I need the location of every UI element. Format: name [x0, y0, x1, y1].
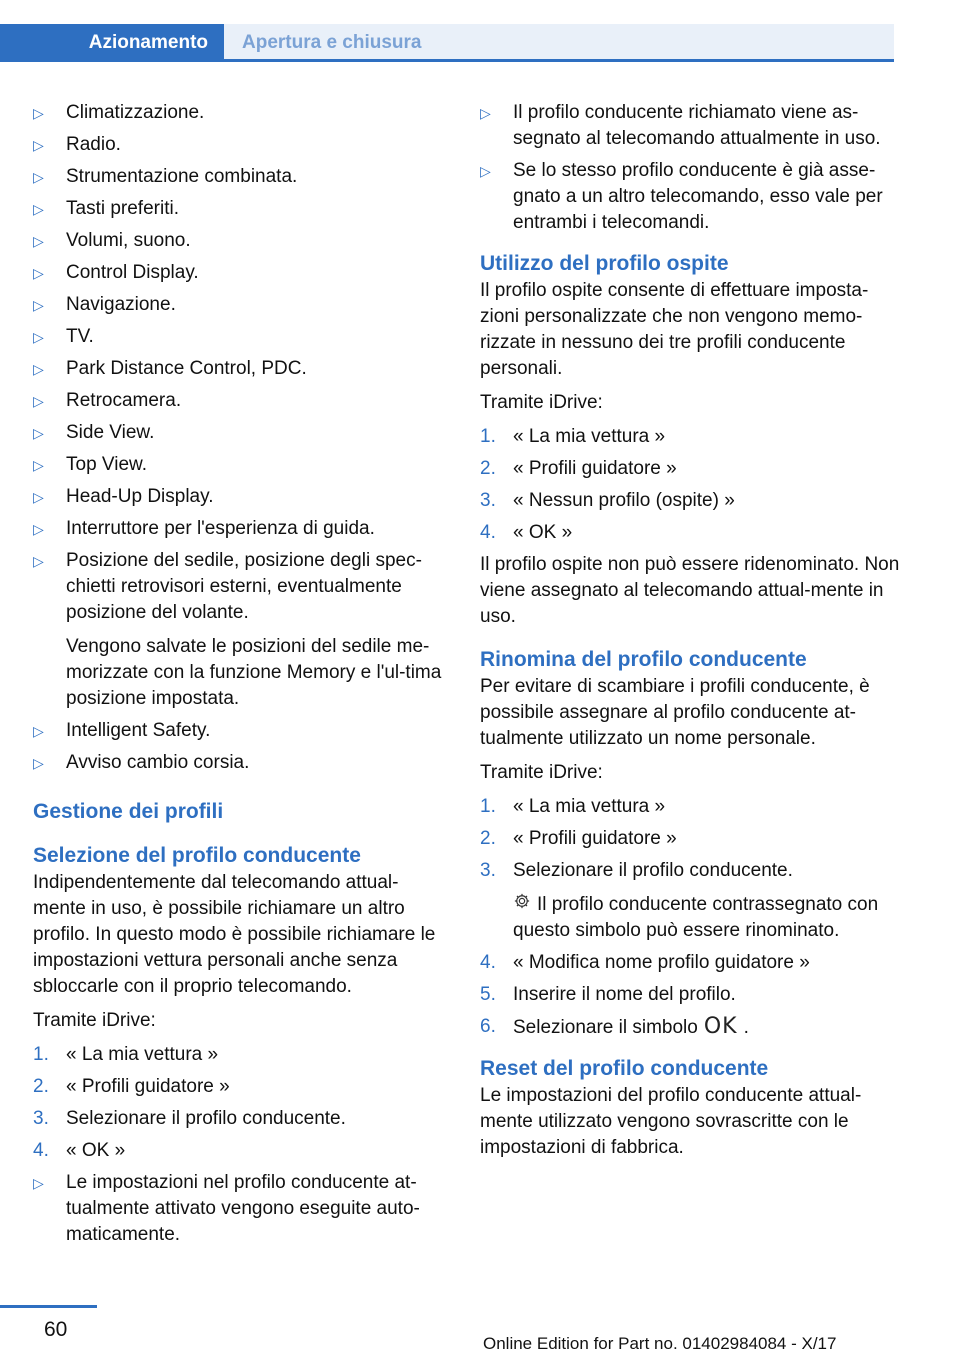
step-number: 6.: [480, 1016, 496, 1038]
bullet-triangle-icon: ▷: [33, 755, 44, 771]
list-item: 1. « La mia vettura »: [480, 424, 900, 450]
bullet-triangle-icon: ▷: [33, 393, 44, 409]
page-header: [0, 0, 894, 62]
bullet-triangle-icon: ▷: [33, 553, 44, 569]
list-item: ▷ Il profilo conducente richiamato viene as-segnato al telecomando attualmente in uso.: [480, 102, 881, 149]
list-item: 1. « La mia vettura »: [33, 1042, 445, 1068]
list-item: 4. « OK »: [33, 1138, 445, 1164]
list-item: ▷ Control Display.: [33, 260, 445, 286]
heading-rinomina-profilo: Rinomina del profilo conducente: [480, 648, 807, 671]
tramite-idrive-label: Tramite iDrive:: [480, 392, 603, 413]
list-item: 4. « OK »: [480, 520, 900, 546]
tramite-idrive-label: Tramite iDrive:: [480, 762, 603, 783]
tramite-idrive-label: Tramite iDrive:: [33, 1010, 156, 1031]
steps-list: [480, 794, 900, 1041]
bullet-triangle-icon: ▷: [33, 233, 44, 249]
paragraph-ospite: Il profilo ospite consente di effettuare imposta-zioni personalizzate che non vengono memo-rizzate in nessuno dei tre profili conducente personali.: [480, 280, 869, 379]
step-number: 3.: [480, 490, 496, 511]
list-item: ▷ Tasti preferiti.: [33, 196, 445, 222]
list-item: ▷ Climatizzazione.: [33, 100, 445, 126]
paragraph-selezione: Indipendentemente dal telecomando attual-mente in uso, è possibile richiamare un altro profilo. In questo modo è possibile richiamare le impostazioni vettura personali anche senza sbloccarle con il proprio telecomando.: [33, 872, 436, 997]
footer-line: [0, 1305, 97, 1308]
bullet-triangle-icon: ▷: [480, 163, 491, 179]
bullet-triangle-icon: ▷: [33, 457, 44, 473]
paragraph-reset: Le impostazioni del profilo conducente attual-mente utilizzato vengono sovrascritte con le impostazioni di fabbrica.: [480, 1085, 862, 1159]
step-number: 1.: [33, 1044, 49, 1065]
bullet-triangle-icon: ▷: [33, 105, 44, 121]
list-item: 2. « Profili guidatore »: [480, 826, 900, 852]
edition-text: Online Edition for Part no. 01402984084 - X/17: [483, 1334, 837, 1353]
list-item: 2. « Profili guidatore »: [480, 456, 900, 482]
ok-symbol-icon: OK: [703, 1014, 738, 1040]
list-item: ▷ Strumentazione combinata.: [33, 164, 445, 190]
list-item: 4. « Modifica nome profilo guidatore »: [480, 950, 900, 976]
list-item: 3. Selezionare il profilo conducente.: [33, 1106, 445, 1132]
steps-list: [33, 1042, 445, 1164]
step-number: 4.: [33, 1140, 49, 1161]
list-item: ▷ Posizione del sedile, posizione degli spec-chietti retrovisori esterni, eventualmente posizione del volante. Vengono salvate le posizioni del sedile me-morizzate con la funzione Memory e l'ul-tima posizione impostata.: [33, 548, 445, 712]
list-item: ▷ Le impostazioni nel profilo conducente at-tualmente attivato vengono eseguite auto-maticamente.: [33, 1172, 420, 1245]
right-column: [480, 100, 900, 1161]
gear-icon: [513, 892, 531, 918]
list-item: ▷ Interruttore per l'esperienza di guida.: [33, 516, 445, 542]
list-item: ▷ Side View.: [33, 420, 445, 446]
bullet-triangle-icon: ▷: [33, 425, 44, 441]
bullet-triangle-icon: ▷: [33, 723, 44, 739]
tab-azionamento: Azionamento: [0, 24, 224, 62]
list-item: 3. « Nessun profilo (ospite) »: [480, 488, 900, 514]
list-item: 3. Selezionare il profilo conducente. Il profilo conducente contrassegnato con questo simbolo può essere rinominato.: [480, 858, 900, 944]
bullet-triangle-icon: ▷: [33, 297, 44, 313]
list-item: 1. « La mia vettura »: [480, 794, 900, 820]
tab-apertura-chiusura: Apertura e chiusura: [224, 24, 894, 62]
list-item: ▷ Navigazione.: [33, 292, 445, 318]
bullet-triangle-icon: ▷: [33, 137, 44, 153]
list-item-note: Vengono salvate le posizioni del sedile me-morizzate con la funzione Memory e l'ul-tima posizione impostata.: [66, 636, 442, 709]
step-number: 3.: [480, 860, 496, 881]
step-number: 1.: [480, 426, 496, 447]
steps-list: [480, 424, 900, 546]
bullet-triangle-icon: ▷: [33, 1175, 44, 1191]
list-item: ▷ Se lo stesso profilo conducente è già asse-gnato a un altro telecomando, esso vale per entrambi i telecomandi.: [480, 160, 883, 233]
bullet-triangle-icon: ▷: [33, 329, 44, 345]
list-item: ▷ Avviso cambio corsia.: [33, 750, 445, 776]
step-number: 1.: [480, 796, 496, 817]
list-item: 2. « Profili guidatore »: [33, 1074, 445, 1100]
heading-selezione-profilo: Selezione del profilo conducente: [33, 844, 361, 867]
step-number: 4.: [480, 522, 496, 543]
page-number: 60: [44, 1318, 68, 1341]
paragraph-ospite-note: Il profilo ospite non può essere ridenominato. Non viene assegnato al telecomando attual-mente in uso.: [480, 554, 900, 627]
left-column: [33, 100, 445, 1254]
header-underline: [224, 59, 894, 62]
heading-reset-profilo: Reset del profilo conducente: [480, 1057, 769, 1081]
list-item: ▷ Retrocamera.: [33, 388, 445, 414]
result-list: [33, 1170, 445, 1248]
bullet-triangle-icon: ▷: [33, 361, 44, 377]
heading-gestione-profili: Gestione dei profili: [33, 800, 224, 823]
list-item: ▷ Volumi, suono.: [33, 228, 445, 254]
bullet-triangle-icon: ▷: [33, 489, 44, 505]
list-item: ▷ Top View.: [33, 452, 445, 478]
list-item: ▷ Head-Up Display.: [33, 484, 445, 510]
feature-list: [33, 100, 445, 776]
list-item: ▷ Park Distance Control, PDC.: [33, 356, 445, 382]
list-item: 5. Inserire il nome del profilo.: [480, 982, 900, 1008]
bullet-triangle-icon: ▷: [33, 521, 44, 537]
step-number: 2.: [480, 828, 496, 849]
list-item: 6. Selezionare il simbolo OK .: [480, 1014, 749, 1040]
list-item: ▷ Radio.: [33, 132, 445, 158]
bullet-triangle-icon: ▷: [33, 265, 44, 281]
list-item: ▷ Intelligent Safety.: [33, 718, 445, 744]
bullet-triangle-icon: ▷: [33, 201, 44, 217]
step-number: 3.: [33, 1108, 49, 1129]
step-number: 2.: [33, 1076, 49, 1097]
step-number: 5.: [480, 984, 496, 1006]
result-list: [480, 100, 900, 236]
paragraph-rinomina: Per evitare di scambiare i profili conducente, è possibile assegnare al profilo conducente at-tualmente utilizzato un nome personale.: [480, 676, 870, 749]
list-item-note: Il profilo conducente contrassegnato con questo simbolo può essere rinominato.: [513, 892, 900, 944]
heading-profilo-ospite: Utilizzo del profilo ospite: [480, 252, 729, 275]
step-number: 4.: [480, 952, 496, 974]
bullet-triangle-icon: ▷: [33, 169, 44, 185]
list-item: ▷ TV.: [33, 324, 445, 350]
bullet-triangle-icon: ▷: [480, 105, 491, 121]
step-number: 2.: [480, 458, 496, 479]
